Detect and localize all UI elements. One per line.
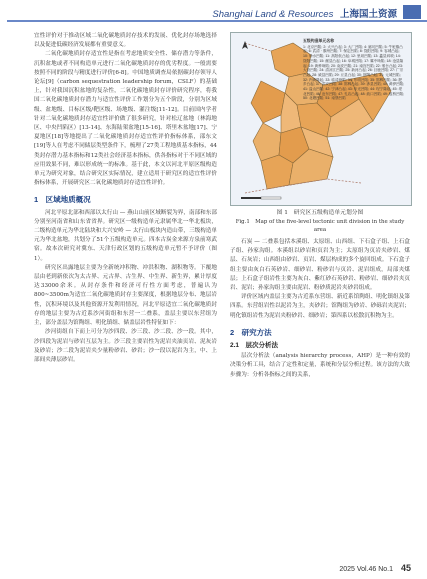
figure-caption-cn: 图 1 研究区五级构造单元划分图 bbox=[276, 210, 364, 216]
paragraph: 研究区出露地层主要为全新统冲积物、冲洪积物、湖积物等。下覆地层由老到新依次为太古界、元古界、古生界、中生界、新生界，累计厚度达33000余米。从封存条件和经济可行性方面考虑，普遍认为800~3500m为适宜二氧化碳地质封存主要深度，根据地层分布、地层岩性，沉积环境以及其他资源开发利用情况，河北平原适宜二氧化碳地质封存的地层主要为古近系沙河街组和东营一二叠系，盖层主要以东营组为主，部分盖层为馆陶组、明化镇组、储盖层岩性特征如下： bbox=[34, 264, 217, 327]
right-column bbox=[230, 32, 410, 380]
paragraph: 二氧化碳地质封存适宜性是指在考虑地质安全性、储存潜力等条件，沉积盆地或者不同构造单元进行二氧化碳地质封存的优劣程度。一般需要按照不同的阶段与精度进行评价[6-8]。中国地质调查局依据碳封存领导人论坛[9]（carbon sequestration leadership forum，CSLF）的基础上，针对我国沉积盆地的复杂性，二氧化碳地质封存评价研究程序，将我国二氧化碳地质封存潜力与适宜性评价工作划分为五个阶段，分别为区域级、盆地级、目标区级/靶区级、场地级、灌注级[11-12]。目前国内学者针对二氧化碳地质封存适宜性评价做了很多研究，针对松辽盆地（林海地区、中央凹陷区）[13-14]、东海陆架盆地[15-16]、塔里木盆地[17]、宁夏地区[18]等地提出了二氧化碳地质封存适宜性评价指标体系，邵东文[19]等人在考虑不同储层类型条件下，梳理了27类工程地质基本指标，44类封存潜力基本指标和12类社会经济基本指标，供各指标对于不同区域的应用效果不同，难以形成统一的标准。基于此，本文以河北平原区级构造单元为研究对象，结合研究区实际情况，建立适用于研究区的适宜性评价指标体系，开展研究区二氧化碳地质封存适宜性评价。 bbox=[34, 51, 217, 187]
paragraph: 层次分析法（analysis hierarchy process，AHP）是一种有效的决策分析工具，结合了定性和定量，系统和分层分析过程。该方法的大致步骤为：分析各指标之间的关系， bbox=[230, 353, 410, 378]
journal-title-en: Shanghai Land & Resources bbox=[212, 9, 334, 20]
scale-bar bbox=[241, 197, 281, 199]
issue-info: 2025 Vol.46 No.1 bbox=[339, 566, 394, 573]
subsection-heading: 2.1 层次分析法 bbox=[230, 342, 279, 350]
paragraph: 沙河街组自下而上可分为沙四段、沙三段、沙二段、沙一段。其中，沙四段为泥岩与砂岩互层为主。沙三段主要岩性为泥岩夹油页岩、泥灰岩及砂岩；沙二段为泥岩夹少量粉砂岩、砂岩；沙一段以泥岩为主，中、上部间夹薄层砂岩。 bbox=[34, 329, 217, 363]
paragraph: 河北平原北部和西部以太行山 — 燕山山前区域断裂为界，南部和东部分别至河南省和山东省省界。研究区一级构造单元隶属华北一华北板块，二级构造单元为华北陆块和大兴安岭 — 太行山板块内造山带，三级构造单元为华北盆地，共划分了51个五级构造单元。四本古炭金来源方泉前寒武宿。故本次研究对冀东、天津行政区划的五级构造单元暂不予评价（图1）。 bbox=[34, 209, 217, 262]
figure-caption-en: Fig.1 Map of the five-level tectonic unit division in the study area bbox=[235, 219, 405, 233]
legend-items: 1: 北京凹陷; 2: 大兴凸起; 3: 大厂凹陷; 4: 廊坊凹陷; 5: 牛驼镇凸起; 6: 武清 · 霸州凹陷; 7: 保定凹陷; 8: 饶阳凹陷; 9: 容城凸起; 10: 徐水凹陷; 11: 高阳低凸起; 12: 里坦凹陷; 13: 蠡县斜坡; 14: 饶阳凹陷; 15: 献县凸起; 16: 阜城凹陷; 17: 冀中坳陷; 18: 沧县隆起; 19: 黄骅坳陷; 20: 南皮凹陷; 21: 南宫凹陷; 22: 邢台凸起; 23: 大营凹陷; 24: 清凉江凹陷; 25: 新河凸起; 26: 巨鹿凹陷; 27: 广宗凸起; 28: 威县凹陷; 29: 丘县凸起; 30: 馆陶凸起; 31: 元城凹陷; 32: 内黄隆起; 33: 临清坳陷; 34: 东明凹陷; 35: 邯郸凹陷; 36: 肥乡凸起; 37: 武安凹陷; 38: 邯郸凸起; 39: 涉县凹陷; 40: 黄骅凹陷; 41: 盐山凹陷; 42: 宁津凸起; 43: 东光凹陷; 44: 埕宁隆起; 45: 埕北凹陷; 46: 沧东凹陷; 47: 孔店凸起; 48: 歧口凹陷; 49: 板桥凹陷; 50: 北塘凹陷; 51: 南堡凹陷 bbox=[303, 44, 405, 101]
section-heading: 2 研究方法 bbox=[230, 327, 272, 337]
page-number: 45 bbox=[400, 563, 411, 573]
left-column bbox=[34, 32, 217, 365]
paragraph: 宜性评价对于推动区域二氧化碳地质封存技术的发展、优化封存场地选择以及促进低碳经济发展都有重要意义。 bbox=[34, 33, 217, 49]
map-legend bbox=[303, 39, 405, 101]
page-footer bbox=[339, 563, 411, 573]
legend-title: 五级构造单元名称 bbox=[303, 38, 335, 43]
tectonic-unit-region bbox=[261, 155, 293, 189]
paragraph: 石炭 — 二叠系包括本溪组、太原组、山西组、下石盒子组、上石盒子组、孙家沟组。本溪组以砂岩和页岩为主；太原组为页岩夹砂岩、煤层、石灰岩；山西组由砂岩、页岩、煤层构成的多个旋回组成。下石盒子组主要由灰白石英砂岩、细砂岩、粉砂岩与页岩、泥岩组成，局部夹煤层；上石盒子组岩性主要为灰白、紫红砂石英砂岩、粉砂岩、细砂岩夹页岩、泥岩；孙家沟组主要由泥岩、粉砂质泥岩夹砂岩组成。 bbox=[230, 239, 410, 292]
header-logo-block bbox=[403, 5, 421, 19]
paragraph: 评价区域内盖层主要为古近系东营组、新近系馆陶组、明化镇组及第四系。东营组岩性以泥岩为主，夹砂岩；馆陶组为砂岩、砂砾岩夹泥岩；明化镇组岩性为泥岩夹粉砂岩、细砂岩；第四系以松散沉积物为主。 bbox=[230, 294, 410, 319]
section-heading: 1 区域地质概况 bbox=[34, 195, 91, 205]
header-rule bbox=[7, 20, 427, 22]
journal-title bbox=[212, 6, 397, 20]
page-header bbox=[0, 0, 427, 34]
journal-title-cn: 上海国土资源 bbox=[339, 9, 397, 20]
tectonic-map-figure bbox=[230, 32, 412, 206]
